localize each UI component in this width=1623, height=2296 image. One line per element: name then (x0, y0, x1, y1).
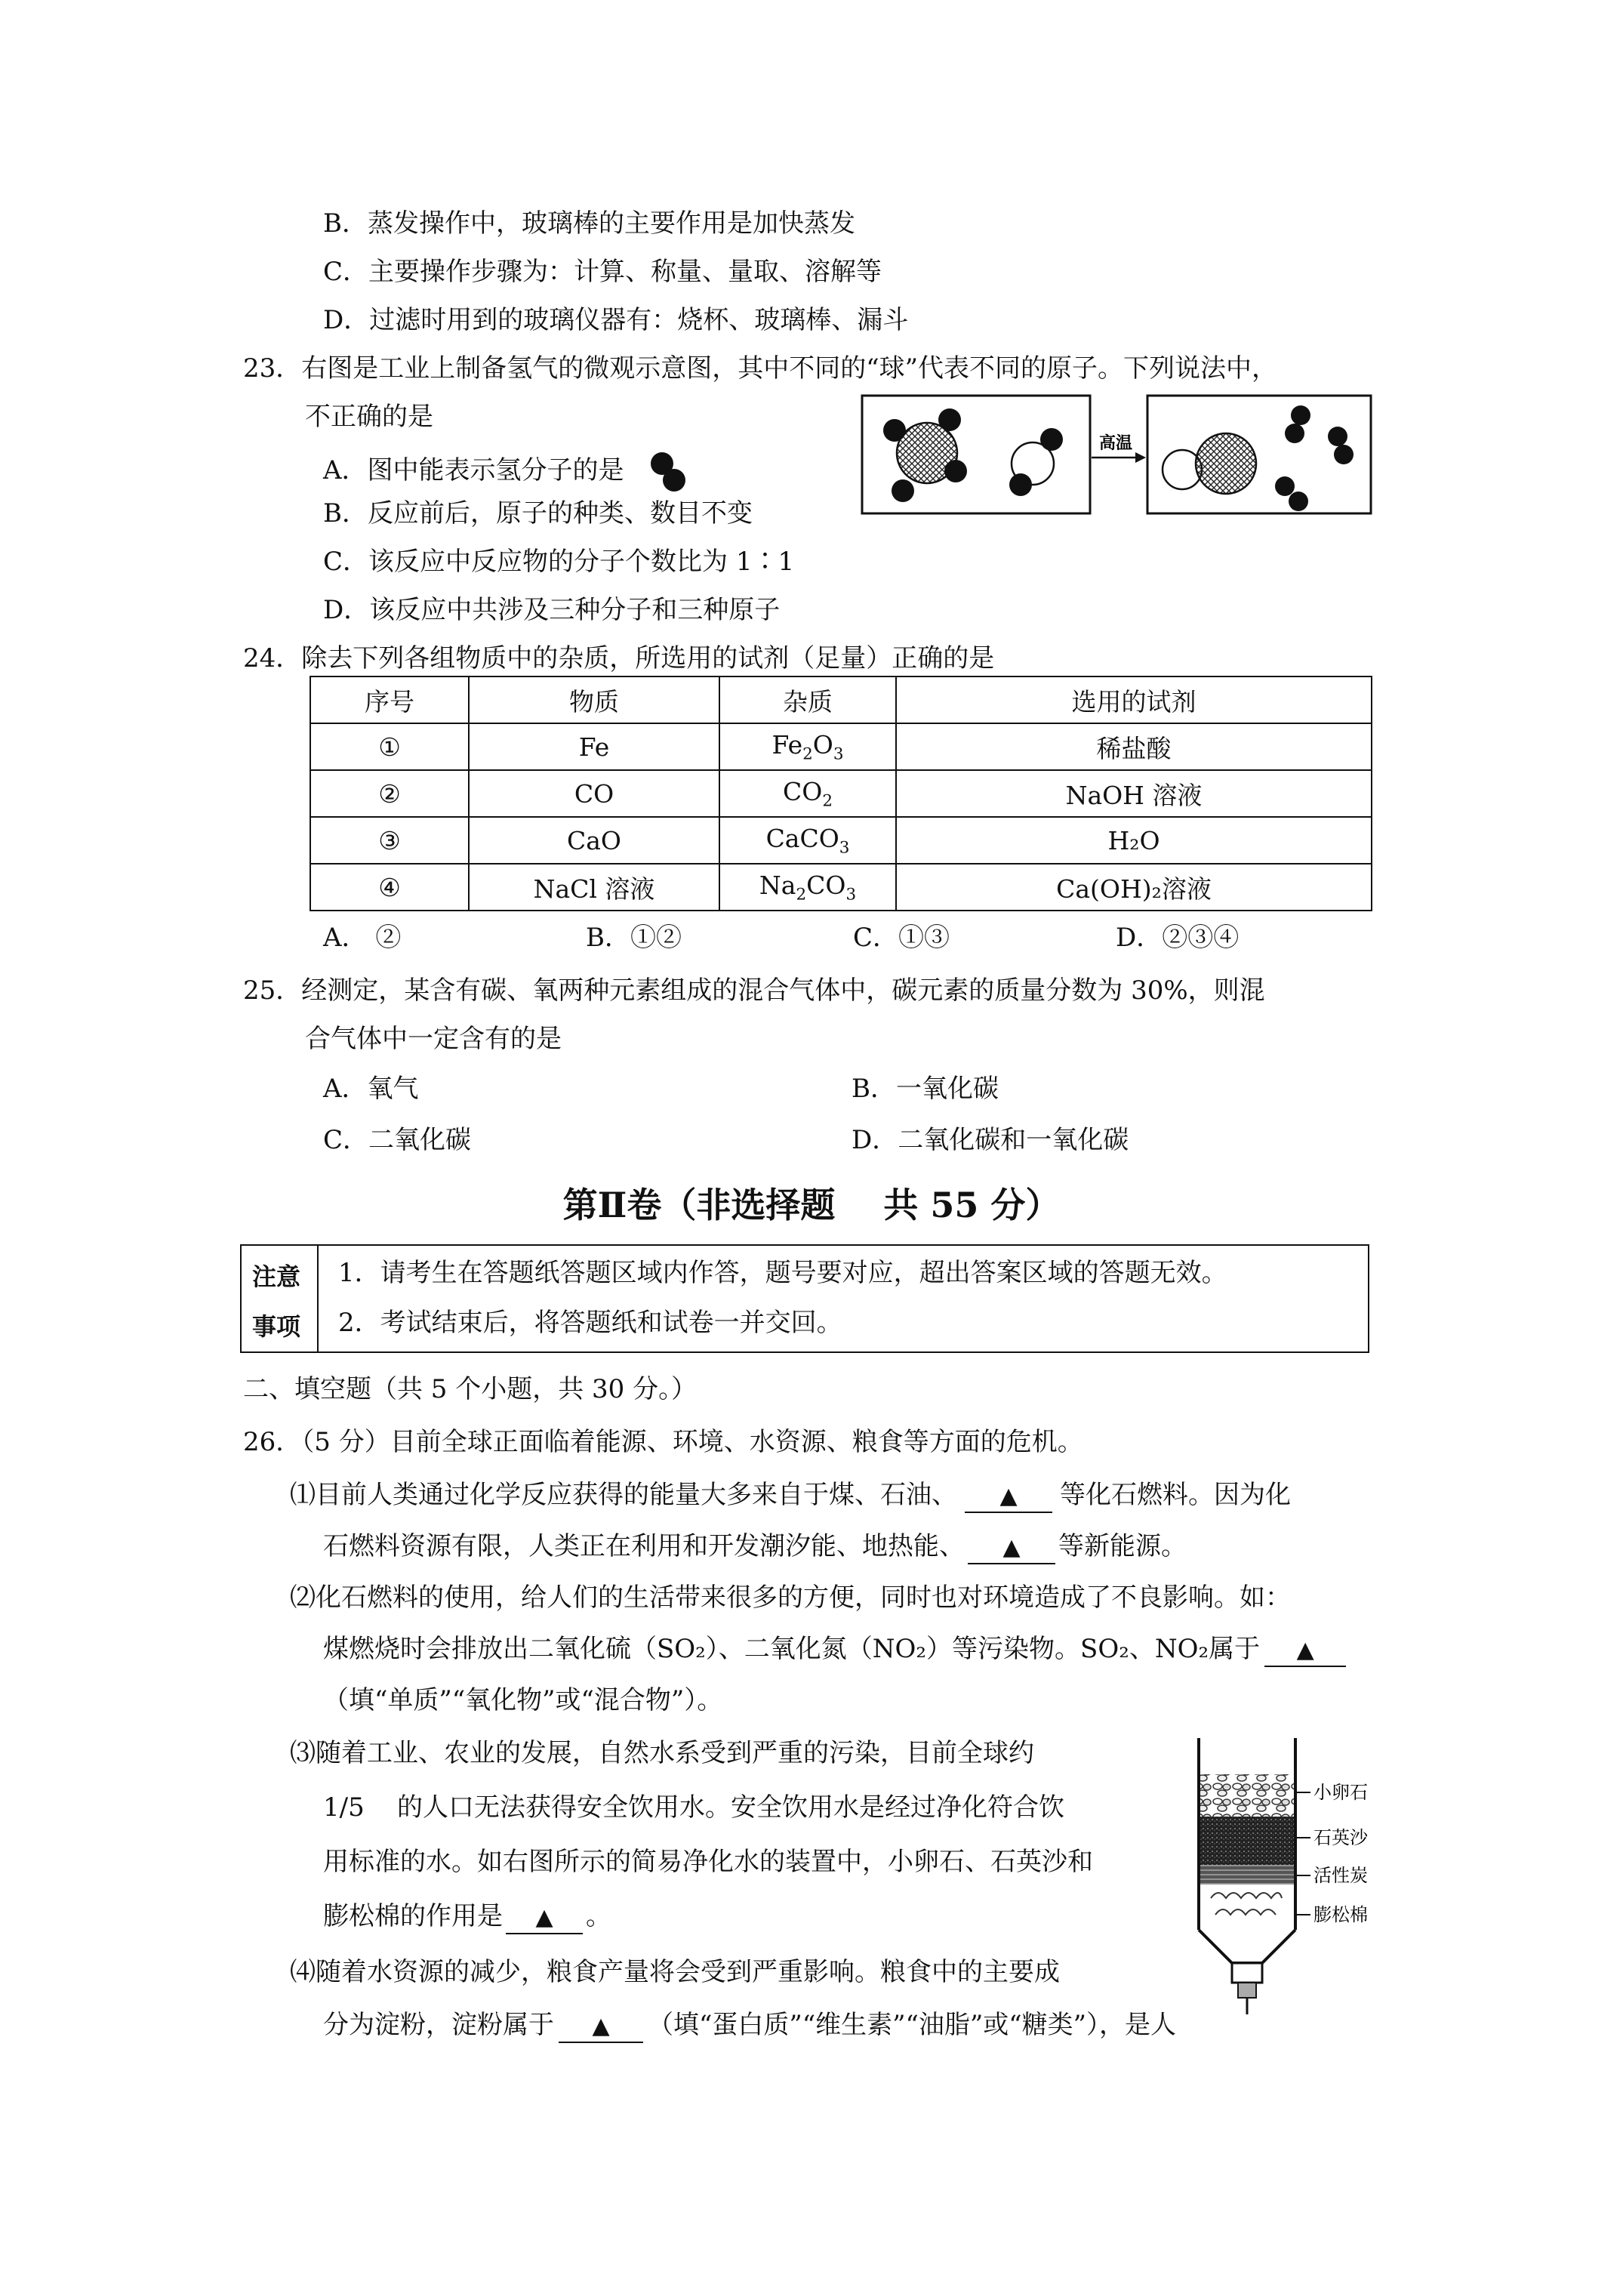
table-row (310, 817, 1372, 864)
activated-carbon-label: 活性炭 (1313, 1865, 1368, 1886)
reagent-cell: 稀盐酸 (896, 723, 1372, 770)
q26-part2-line1: ⑵化石燃料的使用，给人们的生活带来很多的方便，同时也对环境造成了不良影响。如： (290, 1583, 1291, 1613)
section-heading: 二、填空题（共 5 个小题，共 30 分。） (243, 1374, 698, 1404)
impurity-cell: $Fe_2O_3$ (719, 723, 896, 770)
q22-option-c: C．主要操作步骤为：计算、称量、量取、溶解等 (323, 257, 882, 287)
q25-option-d: D．二氧化碳和一氧化碳 (852, 1125, 1129, 1155)
q22-option-d: D．过滤时用到的玻璃仪器有：烧杯、玻璃棒、漏斗 (323, 305, 909, 335)
table-header-cell: 序号 (310, 676, 469, 723)
substance-cell: NaCl 溶液 (469, 864, 719, 911)
table-header-row (310, 676, 1372, 723)
q23-option-b: B．反应前后，原子的种类、数目不变 (323, 498, 753, 529)
substance-cell: Fe (469, 723, 719, 770)
q24-option-b: B．①② (586, 923, 682, 953)
table-header-cell: 杂质 (719, 676, 896, 723)
q23-option-a-text: A．图中能表示氢分子的是 (323, 455, 624, 485)
impurity-cell: CaCO$_3$ (719, 817, 896, 864)
table-header-cell: 物质 (469, 676, 719, 723)
q26-part3-line1: ⑶随着工业、农业的发展，自然水系受到严重的污染，目前全球约 (290, 1738, 1034, 1768)
pebble-layer (1200, 1774, 1294, 1817)
q23-stem-line1: 23．右图是工业上制备氢气的微观示意图，其中不同的“球”代表不同的原子。下列说法中， (243, 353, 1278, 384)
q26-part2-line3: （填“单质”“氧化物”或“混合物”）。 (323, 1685, 723, 1715)
reagent-cell: NaOH 溶液 (896, 770, 1372, 817)
row-number: ② (310, 770, 469, 817)
reaction-diagram (861, 394, 1374, 516)
table-row (310, 723, 1372, 770)
quartz-sand-layer (1200, 1817, 1294, 1865)
impurity-cell: $CO_2$ (719, 770, 896, 817)
row-number: ④ (310, 864, 469, 911)
cotton-layer (1200, 1885, 1294, 1928)
impurity-cell: $Na_2CO_3$ (719, 864, 896, 911)
q25-option-c: C．二氧化碳 (323, 1125, 472, 1155)
cotton-label: 膨松棉 (1313, 1904, 1368, 1925)
q26-stem: 26．（5 分）目前全球正面临着能源、环境、水资源、粮食等方面的危机。 (243, 1427, 1083, 1457)
reaction-condition-label: 高温 (1098, 434, 1133, 453)
q25-stem-line2: 合气体中一定含有的是 (305, 1024, 562, 1054)
quartz-sand-label: 石英沙 (1313, 1827, 1368, 1848)
activated-carbon-layer (1200, 1865, 1294, 1885)
q24-stem: 24．除去下列各组物质中的杂质，所选用的试剂（足量）正确的是 (243, 643, 995, 673)
reagent-table (310, 676, 1372, 911)
q26-part4-line1: ⑷随着水资源的减少，粮食产量将会受到严重影响。粮食中的主要成 (290, 1957, 1060, 1987)
q23-option-d: D．该反应中共涉及三种分子和三种原子 (323, 595, 781, 625)
q25-stem-line1: 25．经测定，某含有碳、氧两种元素组成的混合气体中，碳元素的质量分数为 30%，则混 (243, 975, 1265, 1006)
q23-option-c: C．该反应中反应物的分子个数比为 1∶1 (323, 547, 795, 577)
notice-box (240, 1244, 1369, 1353)
q26-part2-line2: 煤燃烧时会排放出二氧化硫（SO₂）、二氧化氮（NO₂）等污染物。SO₂、NO₂属于 ▲ (323, 1632, 1346, 1667)
q26-part1-line2: 石燃料资源有限，人类正在利用和开发潮汐能、地热能、 ▲ 等新能源。 (323, 1530, 1187, 1564)
table-row (310, 864, 1372, 911)
notice-item-2: 2．考试结束后，将答题纸和试卷一并交回。 (338, 1308, 842, 1338)
q24-option-d: D．②③④ (1116, 923, 1240, 953)
water-filter-diagram (1193, 1737, 1404, 2016)
q26-part3-line4: 膨松棉的作用是 ▲ 。 (323, 1900, 611, 1934)
pebble-label: 小卵石 (1313, 1782, 1368, 1803)
notice-item-1: 1．请考生在答题纸答题区域内作答，题号要对应，超出答案区域的答题无效。 (338, 1258, 1227, 1288)
q26-part3-line3: 用标准的水。如右图所示的简易净化水的装置中，小卵石、石英沙和 (323, 1847, 1093, 1877)
answer-blank[interactable]: ▲ (1264, 1635, 1346, 1667)
table-header-cell: 选用的试剂 (896, 676, 1372, 723)
q24-option-c: C．①③ (853, 923, 950, 953)
notice-label: 注意 事项 (242, 1246, 319, 1351)
q26-part3-line2: 1/5 的人口无法获得安全饮用水。安全饮用水是经过净化符合饮 (323, 1792, 1064, 1823)
q26-part1-line1: ⑴目前人类通过化学反应获得的能量大多来自于煤、石油、 ▲ 等化石燃料。因为化 (290, 1478, 1291, 1513)
q23-stem-line2: 不正确的是 (305, 402, 433, 432)
substance-cell: CO (469, 770, 719, 817)
answer-blank[interactable]: ▲ (559, 2011, 643, 2043)
answer-blank[interactable]: ▲ (965, 1481, 1052, 1513)
q22-option-b: B．蒸发操作中，玻璃棒的主要作用是加快蒸发 (323, 208, 855, 239)
substance-cell: CaO (469, 817, 719, 864)
answer-blank[interactable]: ▲ (968, 1533, 1055, 1564)
part-two-title: 第Ⅱ卷（非选择题 共 55 分） (562, 1185, 1061, 1225)
reagent-cell: H₂O (896, 817, 1372, 864)
q25-option-a: A．氧气 (323, 1074, 419, 1104)
hydrogen-molecule-icon (645, 448, 691, 495)
q23-option-a (323, 448, 691, 495)
q25-option-b: B．一氧化碳 (852, 1074, 999, 1104)
reagent-cell: Ca(OH)₂溶液 (896, 864, 1372, 911)
table-row (310, 770, 1372, 817)
q26-part4-line2: 分为淀粉，淀粉属于 ▲ （填“蛋白质”“维生素”“油脂”或“糖类”），是人 (323, 2008, 1176, 2043)
q24-option-a: A． ② (323, 923, 402, 953)
row-number: ③ (310, 817, 469, 864)
answer-blank[interactable]: ▲ (506, 1903, 583, 1934)
row-number: ① (310, 723, 469, 770)
